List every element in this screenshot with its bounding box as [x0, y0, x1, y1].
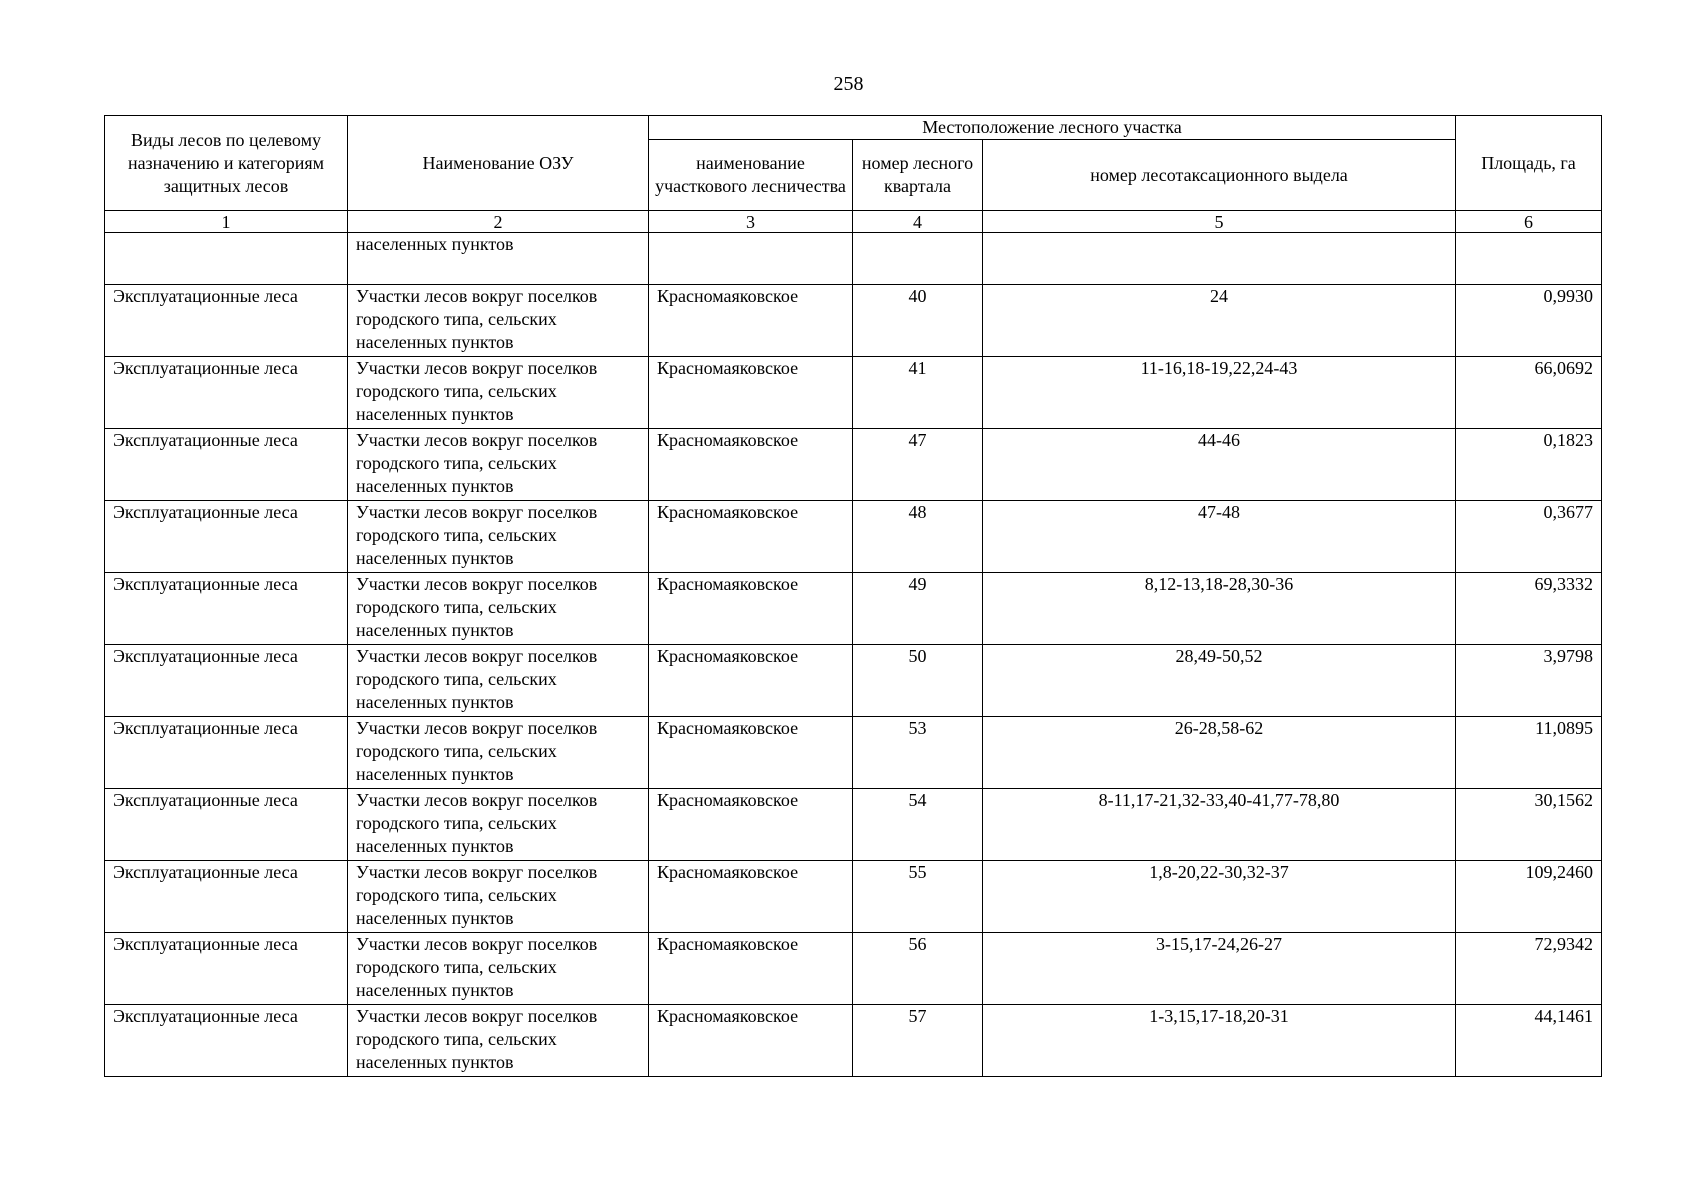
cell-area: 0,3677 — [1456, 501, 1602, 573]
column-number: 2 — [348, 211, 649, 233]
cell-quarter: 40 — [853, 285, 983, 357]
cell-forest-type: Эксплуатационные леса — [105, 357, 348, 429]
table-row — [105, 789, 1602, 861]
cell-area: 11,0895 — [1456, 717, 1602, 789]
table-row — [105, 285, 1602, 357]
cell-forest-type: Эксплуатационные леса — [105, 861, 348, 933]
cell-area: 3,9798 — [1456, 645, 1602, 717]
cell-ozu-name: Участки лесов вокруг поселков городского типа, сельских населенных пунктов — [348, 573, 649, 645]
cell-quarter: 47 — [853, 429, 983, 501]
cell-quarter: 48 — [853, 501, 983, 573]
cell-ozu-name: Участки лесов вокруг поселков городского типа, сельских населенных пунктов — [348, 861, 649, 933]
table-row — [105, 573, 1602, 645]
cell-forest-type: Эксплуатационные леса — [105, 717, 348, 789]
header-ozu-name: Наименование ОЗУ — [348, 116, 649, 211]
cell-ozu-name: Участки лесов вокруг поселков городского типа, сельских населенных пунктов — [348, 645, 649, 717]
cell-forest-type: Эксплуатационные леса — [105, 573, 348, 645]
forest-plots-table — [104, 115, 1602, 1077]
table-row — [105, 501, 1602, 573]
table-row — [105, 645, 1602, 717]
cell-quarter: 54 — [853, 789, 983, 861]
column-number: 4 — [853, 211, 983, 233]
cell-quarter: 56 — [853, 933, 983, 1005]
cell-quarter: 57 — [853, 1005, 983, 1077]
table-row — [105, 1005, 1602, 1077]
cell-forest-type: Эксплуатационные леса — [105, 501, 348, 573]
cell-forest-type: Эксплуатационные леса — [105, 933, 348, 1005]
cell-allotments: 11-16,18-19,22,24-43 — [983, 357, 1456, 429]
cell-ozu-name: населенных пунктов — [348, 233, 649, 285]
cell-forestry: Красномаяковское — [649, 789, 853, 861]
cell-quarter: 55 — [853, 861, 983, 933]
cell-area: 72,9342 — [1456, 933, 1602, 1005]
cell-forestry — [649, 233, 853, 285]
table-row — [105, 933, 1602, 1005]
cell-allotments: 8,12-13,18-28,30-36 — [983, 573, 1456, 645]
cell-area — [1456, 233, 1602, 285]
cell-quarter — [853, 233, 983, 285]
cell-forest-type: Эксплуатационные леса — [105, 1005, 348, 1077]
header-quarter: номер лесного квартала — [853, 140, 983, 211]
cell-area: 30,1562 — [1456, 789, 1602, 861]
cell-allotments: 44-46 — [983, 429, 1456, 501]
cell-allotments: 1-3,15,17-18,20-31 — [983, 1005, 1456, 1077]
cell-ozu-name: Участки лесов вокруг поселков городского типа, сельских населенных пунктов — [348, 285, 649, 357]
cell-quarter: 41 — [853, 357, 983, 429]
cell-forestry: Красномаяковское — [649, 933, 853, 1005]
header-area: Площадь, га — [1456, 116, 1602, 211]
cell-ozu-name: Участки лесов вокруг поселков городского типа, сельских населенных пунктов — [348, 357, 649, 429]
cell-allotments: 1,8-20,22-30,32-37 — [983, 861, 1456, 933]
cell-forestry: Красномаяковское — [649, 861, 853, 933]
cell-forestry: Красномаяковское — [649, 357, 853, 429]
cell-allotments — [983, 233, 1456, 285]
cell-ozu-name: Участки лесов вокруг поселков городского типа, сельских населенных пунктов — [348, 501, 649, 573]
header-forestry: наименование участкового лесничества — [649, 140, 853, 211]
cell-forestry: Красномаяковское — [649, 429, 853, 501]
cell-allotments: 24 — [983, 285, 1456, 357]
page-number: 258 — [833, 73, 864, 95]
cell-allotments: 26-28,58-62 — [983, 717, 1456, 789]
table-row — [105, 861, 1602, 933]
header-allotments: номер лесотаксационного выдела — [983, 140, 1456, 211]
cell-ozu-name: Участки лесов вокруг поселков городского типа, сельских населенных пунктов — [348, 933, 649, 1005]
cell-forest-type: Эксплуатационные леса — [105, 645, 348, 717]
table-row — [105, 429, 1602, 501]
cell-area: 0,9930 — [1456, 285, 1602, 357]
header-location-group: Местоположение лесного участка — [649, 116, 1456, 140]
cell-allotments: 28,49-50,52 — [983, 645, 1456, 717]
cell-quarter: 49 — [853, 573, 983, 645]
cell-area: 109,2460 — [1456, 861, 1602, 933]
column-numbers-row — [105, 211, 1602, 233]
cell-forest-type: Эксплуатационные леса — [105, 285, 348, 357]
column-number: 3 — [649, 211, 853, 233]
continuation-row — [105, 233, 1602, 285]
column-number: 5 — [983, 211, 1456, 233]
cell-area: 69,3332 — [1456, 573, 1602, 645]
cell-forestry: Красномаяковское — [649, 717, 853, 789]
cell-forest-type: Эксплуатационные леса — [105, 789, 348, 861]
table-row — [105, 357, 1602, 429]
header-forest-type: Виды лесов по целевому назначению и категориям защитных лесов — [105, 116, 348, 211]
cell-allotments: 8-11,17-21,32-33,40-41,77-78,80 — [983, 789, 1456, 861]
cell-area: 66,0692 — [1456, 357, 1602, 429]
cell-quarter: 50 — [853, 645, 983, 717]
cell-forestry: Красномаяковское — [649, 285, 853, 357]
cell-forest-type: Эксплуатационные леса — [105, 429, 348, 501]
cell-quarter: 53 — [853, 717, 983, 789]
cell-ozu-name: Участки лесов вокруг поселков городского типа, сельских населенных пунктов — [348, 789, 649, 861]
cell-forestry: Красномаяковское — [649, 645, 853, 717]
column-number: 6 — [1456, 211, 1602, 233]
table-row — [105, 717, 1602, 789]
cell-allotments: 47-48 — [983, 501, 1456, 573]
cell-forestry: Красномаяковское — [649, 501, 853, 573]
cell-ozu-name: Участки лесов вокруг поселков городского типа, сельских населенных пунктов — [348, 717, 649, 789]
cell-forest-type — [105, 233, 348, 285]
cell-area: 0,1823 — [1456, 429, 1602, 501]
cell-forestry: Красномаяковское — [649, 573, 853, 645]
cell-ozu-name: Участки лесов вокруг поселков городского типа, сельских населенных пунктов — [348, 429, 649, 501]
cell-forestry: Красномаяковское — [649, 1005, 853, 1077]
cell-allotments: 3-15,17-24,26-27 — [983, 933, 1456, 1005]
cell-ozu-name: Участки лесов вокруг поселков городского типа, сельских населенных пунктов — [348, 1005, 649, 1077]
cell-area: 44,1461 — [1456, 1005, 1602, 1077]
column-number: 1 — [105, 211, 348, 233]
